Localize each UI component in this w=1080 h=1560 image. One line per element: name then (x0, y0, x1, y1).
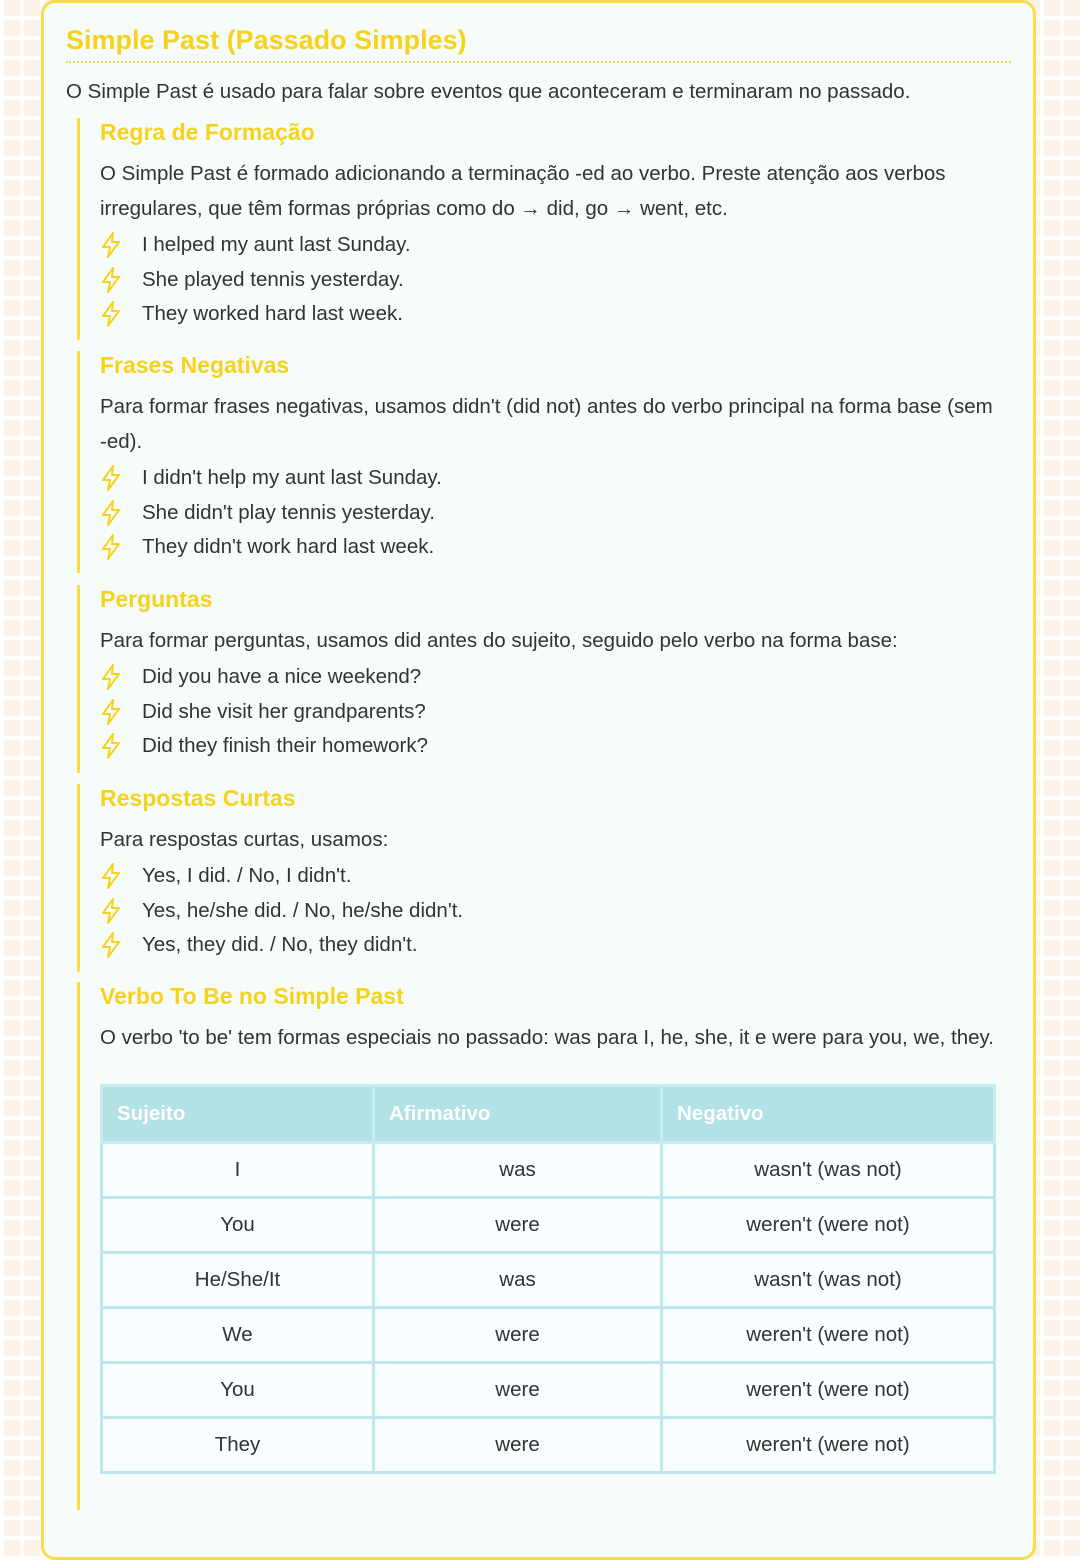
example-list (100, 461, 997, 565)
section-questions (77, 585, 997, 773)
table-cell: He/She/It (102, 1253, 374, 1308)
example-item (100, 894, 997, 929)
lightning-bolt-icon (100, 932, 122, 958)
section-description: Para respostas curtas, usamos: (100, 828, 389, 851)
example-list (100, 859, 997, 963)
table-cell: weren't (were not) (662, 1363, 995, 1418)
section-title: Verbo To Be no Simple Past (100, 983, 404, 1009)
example-item (100, 729, 997, 764)
example-text: She played tennis yesterday. (142, 267, 404, 291)
example-text: They didn't work hard last week. (142, 535, 435, 559)
table-cell: were (374, 1418, 662, 1473)
example-text: She didn't play tennis yesterday. (142, 500, 435, 524)
title-divider (66, 61, 1011, 63)
lightning-bolt-icon (100, 664, 122, 690)
table-header-row (102, 1086, 995, 1143)
example-item (100, 496, 997, 531)
table-row (102, 1308, 995, 1363)
table-cell: were (374, 1198, 662, 1253)
lightning-bolt-icon (100, 267, 122, 293)
example-item (100, 263, 997, 298)
section-description: O verbo 'to be' tem formas especiais no passado: was para I, he, she, it e were para you, we, they. (100, 1026, 994, 1049)
table-cell: wasn't (was not) (662, 1253, 995, 1308)
section-title: Respostas Curtas (100, 785, 296, 811)
example-list (100, 660, 997, 764)
table-cell: weren't (were not) (662, 1198, 995, 1253)
section-title: Frases Negativas (100, 352, 290, 378)
table-cell: was (374, 1253, 662, 1308)
table-cell: were (374, 1308, 662, 1363)
section-description: Para formar frases negativas, usamos didn't (did not) antes do verbo principal na forma base (sem -ed). (100, 395, 993, 453)
lightning-bolt-icon (100, 863, 122, 889)
table-cell: You (102, 1198, 374, 1253)
page-title: Simple Past (Passado Simples) (66, 25, 467, 55)
table-cell: We (102, 1308, 374, 1363)
section-title: Perguntas (100, 586, 213, 612)
lesson-card (41, 0, 1036, 1560)
section-description: O Simple Past é formado adicionando a terminação -ed ao verbo. Preste atenção aos verbos irregulares, que têm formas próprias como do → did, go → went, etc. (100, 162, 946, 220)
example-item (100, 660, 997, 695)
example-item (100, 859, 997, 894)
table-cell: I (102, 1143, 374, 1198)
table-row (102, 1418, 995, 1473)
example-item (100, 228, 997, 263)
section-title: Regra de Formação (100, 119, 315, 145)
lightning-bolt-icon (100, 534, 122, 560)
example-text: I didn't help my aunt last Sunday. (142, 466, 442, 490)
section-short-answers (77, 784, 997, 972)
column-header-negative: Negativo (662, 1086, 995, 1143)
section-negative-sentences (77, 351, 997, 573)
column-header-affirmative: Afirmativo (374, 1086, 662, 1143)
table-cell: You (102, 1363, 374, 1418)
section-verb-to-be (77, 982, 997, 1510)
example-text: They worked hard last week. (142, 302, 403, 326)
example-text: Yes, they did. / No, they didn't. (142, 933, 418, 957)
example-text: Did they finish their homework? (142, 734, 428, 758)
example-list (100, 228, 997, 332)
table-row (102, 1143, 995, 1198)
example-item (100, 461, 997, 496)
lightning-bolt-icon (100, 733, 122, 759)
column-header-subject: Sujeito (102, 1086, 374, 1143)
lightning-bolt-icon (100, 232, 122, 258)
table-cell: weren't (were not) (662, 1308, 995, 1363)
table-row (102, 1253, 995, 1308)
section-formation-rule (77, 118, 997, 340)
table-cell: was (374, 1143, 662, 1198)
example-item (100, 695, 997, 730)
example-text: I helped my aunt last Sunday. (142, 233, 411, 257)
example-item (100, 928, 997, 963)
table-row (102, 1198, 995, 1253)
lightning-bolt-icon (100, 465, 122, 491)
example-text: Did she visit her grandparents? (142, 699, 426, 723)
lightning-bolt-icon (100, 898, 122, 924)
lightning-bolt-icon (100, 301, 122, 327)
table-cell: weren't (were not) (662, 1418, 995, 1473)
example-item (100, 530, 997, 565)
lightning-bolt-icon (100, 699, 122, 725)
table-row (102, 1363, 995, 1418)
example-text: Yes, he/she did. / No, he/she didn't. (142, 898, 464, 922)
example-item (100, 297, 997, 332)
example-text: Did you have a nice weekend? (142, 665, 422, 689)
intro-text: O Simple Past é usado para falar sobre eventos que aconteceram e terminaram no passado. (66, 80, 911, 103)
to-be-table (100, 1084, 996, 1474)
example-text: Yes, I did. / No, I didn't. (142, 864, 352, 888)
table-cell: were (374, 1363, 662, 1418)
section-description: Para formar perguntas, usamos did antes do sujeito, seguido pelo verbo na forma base: (100, 629, 898, 652)
table-cell: They (102, 1418, 374, 1473)
table-cell: wasn't (was not) (662, 1143, 995, 1198)
lightning-bolt-icon (100, 500, 122, 526)
